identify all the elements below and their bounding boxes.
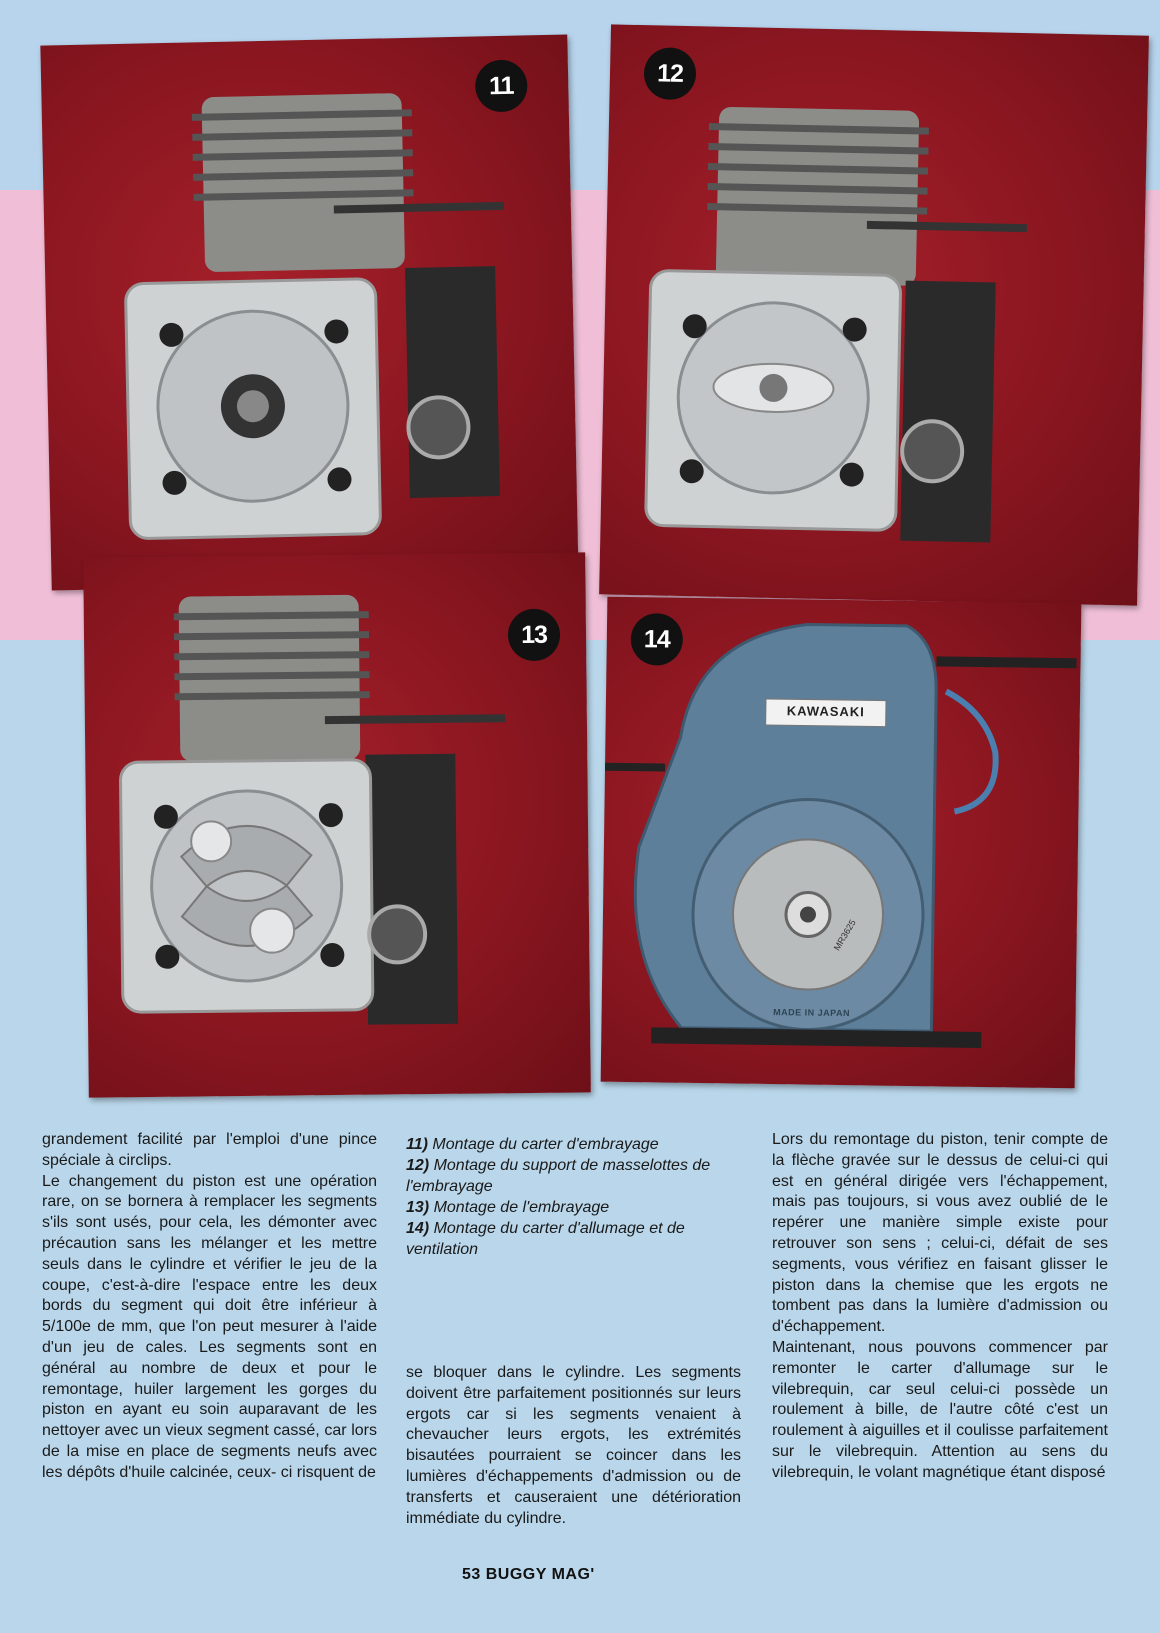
photo-11 [40,35,578,591]
photo-caption-12: 12) Montage du support de masselottes de l'embrayage [406,1157,711,1195]
photo-number-badge: 12 [643,47,696,100]
text-column-right [772,1130,1108,1484]
photo-number-badge: 14 [630,613,683,666]
engine-illustration-11 [40,35,578,591]
photo-13 [83,552,591,1097]
engine-illustration-12 [599,24,1149,605]
text-column-left [42,1130,377,1484]
photo-caption-14: 14) Montage du carter d'allumage et de ventilation [406,1220,685,1258]
photo-caption-13: 13) Montage de l'embrayage [406,1199,610,1216]
paragraph: grandement facilité par l'emploi d'une pince spéciale à circlips. [42,1131,377,1169]
captions-column [406,1134,736,1260]
part-code: MR3625 [831,917,858,953]
made-in-stamp: MADE IN JAPAN [773,1007,851,1019]
page-footer: 53 BUGGY MAG' [462,1566,595,1583]
photo-number-badge: 11 [475,59,528,112]
photo-12 [599,24,1149,605]
paragraph: Le changement du piston est une opération rare, on se bornera à remplacer les segments s'ils sont usés, pour cela, les démonter avec précaution sans les mélanger et les mettre seuls dans le cylindre et vérifier le jeu de la coupe, c'est-à-dire l'espace entre les deux bords du segment qui doit être inférieur à 5/100e de mm, que l'on peut mesurer à l'aide d'un jeu de cales. Les segments sont en général au nombre de deux et pour le remontage, huiler largement les gorges du piston en ayant eu soin auparavant de les nettoyer avec un vieux segment cassé, car lors de la mise en place de segments neufs avec les dépôts d'huile calcinée, ceux- ci risquent de [42,1172,377,1481]
brand-label: KAWASAKI [786,703,865,720]
paragraph: se bloquer dans le cylindre. Les segments doivent être parfaitement positionnés sur leurs ergots car si les segments venaient à chevaucher leurs ergots, les extrémités bisautées pourraient se coincer dans les lumières d'échappements d'admission ou de transferts et causeraient une détérioration immédiate du cylindre. [406,1364,741,1527]
paragraph: Lors du remontage du piston, tenir compte de la flèche gravée sur le dessus de celui-ci qui est en général dirigée vers l'échappement, mais pas toujours, si vous avez oublié de le repérer une manière simple existe pour retrouver son sens ; celui-ci, défait de ses segments, vous vérifiez en faisant glisser le piston dans la chemise que les ergots ne tombent pas dans la lumière d'admission ou d'échappement. [772,1131,1108,1336]
text-column-middle [406,1363,741,1529]
photo-number-badge: 13 [508,609,561,662]
paragraph: Maintenant, nous pouvons commencer par remonter le carter d'allumage sur le vilebrequin, car seul celui-ci possède un roulement à bille, de l'autre côté c'est un roulement à aiguilles et il coulisse parfaitement sur le vilebrequin. Attention au sens du vilebrequin, le volant magnétique étant disposé [772,1338,1108,1481]
photo-caption-11: 11) Montage du carter d'embrayage [406,1136,659,1153]
photo-14 [601,597,1082,1089]
